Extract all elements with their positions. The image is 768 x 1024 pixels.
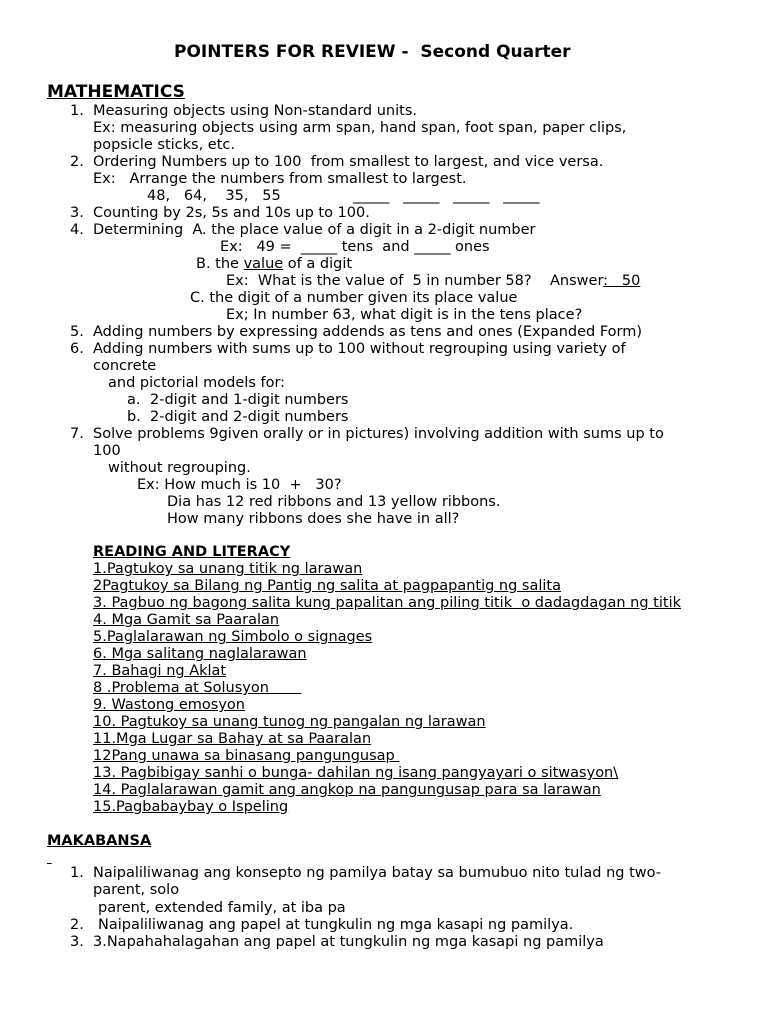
math-item-4c-example: Ex; In number 63, what digit is in the tens place? — [226, 307, 583, 323]
reading-item: 10. Pagtukoy sa unang tunog ng pangalan ng larawan — [93, 714, 486, 730]
list-number: 3. — [70, 205, 84, 221]
makabansa-item-2: Naipaliliwanag ang papel at tungkulin ng mga kasapi ng pamilya. — [98, 917, 574, 933]
list-number: 3. — [70, 934, 84, 950]
reading-item: 3. Pagbuo ng bagong salita kung papalitan ang piling titik o dadagdagan ng titik — [93, 595, 681, 611]
math-item-5: Adding numbers by expressing addends as tens and ones (Expanded Form) — [93, 324, 643, 340]
list-letter: b. — [127, 409, 141, 425]
list-number: 7. — [70, 426, 84, 442]
reading-item: 12Pang unawa sa binasang pangungusap — [93, 748, 400, 764]
reading-item: 11.Mga Lugar sa Bahay at sa Paaralan — [93, 731, 372, 747]
page-title: POINTERS FOR REVIEW - Second Quarter — [174, 42, 571, 62]
math-item-6-cont: concrete — [93, 358, 157, 374]
list-number: 6. — [70, 341, 84, 357]
math-item-1-example: Ex: measuring objects using arm span, hand span, foot span, paper clips, — [93, 120, 627, 136]
reading-item: 13. Pagbibigay sanhi o bunga- dahilan ng isang pangyayari o sitwasyon\ — [93, 765, 619, 781]
math-item-6a: 2-digit and 1-digit numbers — [150, 392, 349, 408]
list-number: 2. — [70, 917, 84, 933]
math-item-4: Determining A. the place value of a digit in a 2-digit number — [93, 222, 536, 238]
list-number: 1. — [70, 103, 84, 119]
math-item-7: Solve problems 9given orally or in pictures) involving addition with sums up to — [93, 426, 664, 442]
math-item-4b: B. the value of a digit — [196, 256, 353, 272]
math-item-6-cont: and pictorial models for: — [108, 375, 286, 391]
reading-item: 1.Pagtukoy sa unang titik ng larawan — [93, 561, 363, 577]
list-number: 4. — [70, 222, 84, 238]
math-item-1-example-cont: popsicle sticks, etc. — [93, 137, 235, 153]
list-number: 2. — [70, 154, 84, 170]
math-item-4c: C. the digit of a number given its place value — [190, 290, 518, 306]
reading-item: 15.Pagbabaybay o Ispeling — [93, 799, 289, 815]
reading-item: 8 .Problema at Solusyon — [93, 680, 302, 696]
math-item-3: Counting by 2s, 5s and 10s up to 100. — [93, 205, 370, 221]
reading-item: 5.Paglalarawan ng Simbolo o signages — [93, 629, 373, 645]
mathematics-heading: MATHEMATICS — [47, 82, 185, 102]
reading-item: 9. Wastong emosyon — [93, 697, 245, 713]
reading-item: 7. Bahagi ng Aklat — [93, 663, 227, 679]
list-number: 1. — [70, 865, 84, 881]
makabansa-item-1: Naipaliliwanag ang konsepto ng pamilya batay sa bumubuo nito tulad ng two- — [93, 865, 662, 881]
math-item-4a-example: Ex: 49 = _____ tens and _____ ones — [220, 239, 490, 255]
reading-item: 4. Mga Gamit sa Paaralan — [93, 612, 280, 628]
math-item-6b: 2-digit and 2-digit numbers — [150, 409, 349, 425]
makabansa-item-1-cont: parent, solo — [93, 882, 180, 898]
math-item-4b-example: Ex: What is the value of 5 in number 58? Answer: 50 — [226, 273, 641, 289]
math-item-7-cont: 100 — [93, 443, 121, 459]
math-item-2: Ordering Numbers up to 100 from smallest to largest, and vice versa. — [93, 154, 604, 170]
answer-blanks: _____ _____ _____ _____ — [353, 188, 540, 204]
list-letter: a. — [127, 392, 141, 408]
reading-item: 6. Mga salitang naglalarawan — [93, 646, 307, 662]
math-item-7-example: How many ribbons does she have in all? — [167, 511, 460, 527]
math-item-2-example: Ex: Arrange the numbers from smallest to largest. — [93, 171, 467, 187]
reading-item: 2Pagtukoy sa Bilang ng Pantig ng salita at pagpapantig ng salita — [93, 578, 561, 594]
math-item-6: Adding numbers with sums up to 100 without regrouping using variety of — [93, 341, 626, 357]
makabansa-item-1-cont: parent, extended family, at iba pa — [98, 900, 346, 916]
math-item-7-example: Ex: How much is 10 + 30? — [137, 477, 342, 493]
math-item-1: Measuring objects using Non-standard units. — [93, 103, 417, 119]
list-number: 5. — [70, 324, 84, 340]
reading-heading: READING AND LITERACY — [93, 544, 291, 560]
math-item-2-numbers: 48, 64, 35, 55 — [147, 188, 281, 204]
makabansa-heading: MAKABANSA — [47, 833, 152, 849]
makabansa-item-3: 3.Napahahalagahan ang papel at tungkulin ng mga kasapi ng pamilya — [93, 934, 604, 950]
math-item-7-example: Dia has 12 red ribbons and 13 yellow ribbons. — [167, 494, 501, 510]
stray-underline — [47, 850, 52, 867]
math-item-7-cont: without regrouping. — [108, 460, 251, 476]
reading-item: 14. Paglalarawan gamit ang angkop na pangungusap para sa larawan — [93, 782, 601, 798]
